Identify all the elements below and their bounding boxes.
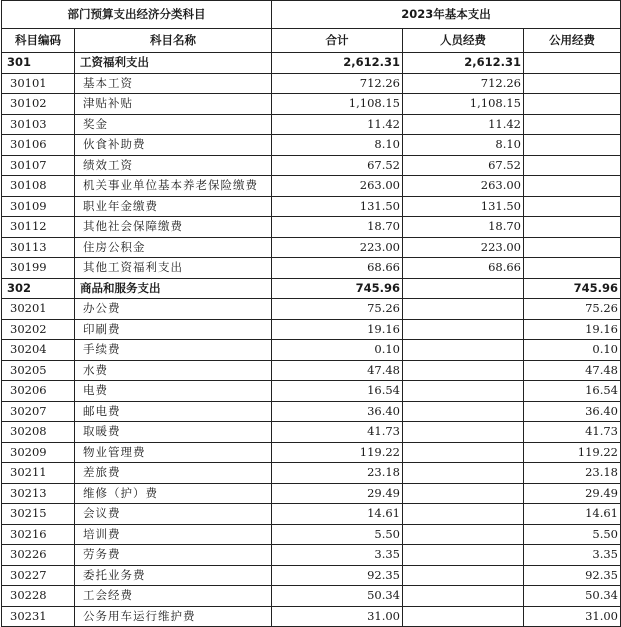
cell-public: 29.49 [524,483,621,504]
cell-total: 2,612.31 [272,53,403,74]
cell-total: 23.18 [272,463,403,484]
cell-public: 41.73 [524,422,621,443]
cell-public: 92.35 [524,565,621,586]
cell-total: 18.70 [272,217,403,238]
table-row [2,155,621,176]
cell-code: 30103 [2,114,75,135]
cell-code: 30207 [2,401,75,422]
cell-code: 30108 [2,176,75,197]
cell-public [524,237,621,258]
cell-name: 劳务费 [75,545,272,566]
cell-personnel [403,463,524,484]
cell-name: 培训费 [75,524,272,545]
cell-name: 工会经费 [75,586,272,607]
cell-code: 30215 [2,504,75,525]
cell-total: 8.10 [272,135,403,156]
cell-personnel [403,524,524,545]
cell-code: 30208 [2,422,75,443]
cell-total: 131.50 [272,196,403,217]
cell-name: 商品和服务支出 [75,278,272,299]
table-row [2,135,621,156]
column-header-code: 科目编码 [2,29,75,53]
table-row [2,422,621,443]
table-row [2,299,621,320]
cell-total: 223.00 [272,237,403,258]
table-body [2,53,621,627]
cell-code: 30226 [2,545,75,566]
cell-name: 津贴补贴 [75,94,272,115]
table-row [2,73,621,94]
cell-code: 30213 [2,483,75,504]
cell-total: 67.52 [272,155,403,176]
table-row [2,196,621,217]
cell-code: 30199 [2,258,75,279]
table-row [2,545,621,566]
cell-public [524,73,621,94]
cell-personnel [403,401,524,422]
cell-name: 委托业务费 [75,565,272,586]
table-row [2,360,621,381]
cell-personnel: 1,108.15 [403,94,524,115]
cell-public: 47.48 [524,360,621,381]
cell-name: 会议费 [75,504,272,525]
cell-code: 30206 [2,381,75,402]
cell-personnel: 67.52 [403,155,524,176]
column-header-public: 公用经费 [524,29,621,53]
cell-code: 301 [2,53,75,74]
table-row [2,217,621,238]
cell-total: 47.48 [272,360,403,381]
cell-public: 19.16 [524,319,621,340]
cell-code: 30205 [2,360,75,381]
cell-total: 5.50 [272,524,403,545]
cell-public: 31.00 [524,606,621,627]
cell-personnel: 68.66 [403,258,524,279]
cell-total: 3.35 [272,545,403,566]
cell-public: 745.96 [524,278,621,299]
cell-code: 30227 [2,565,75,586]
cell-code: 30228 [2,586,75,607]
cell-code: 30201 [2,299,75,320]
cell-total: 0.10 [272,340,403,361]
cell-name: 住房公积金 [75,237,272,258]
cell-personnel: 18.70 [403,217,524,238]
cell-code: 30216 [2,524,75,545]
cell-code: 30101 [2,73,75,94]
header-row-columns [2,29,621,53]
cell-code: 30109 [2,196,75,217]
cell-name: 机关事业单位基本养老保险缴费 [75,176,272,197]
category-row [2,278,621,299]
cell-total: 14.61 [272,504,403,525]
cell-code: 30231 [2,606,75,627]
cell-personnel: 712.26 [403,73,524,94]
cell-code: 30113 [2,237,75,258]
cell-name: 印刷费 [75,319,272,340]
cell-code: 30202 [2,319,75,340]
cell-public [524,217,621,238]
cell-name: 公务用车运行维护费 [75,606,272,627]
table-row [2,237,621,258]
cell-personnel [403,483,524,504]
cell-total: 16.54 [272,381,403,402]
section-title-classification: 部门预算支出经济分类科目 [2,1,272,29]
table-row [2,565,621,586]
cell-personnel [403,422,524,443]
cell-public: 50.34 [524,586,621,607]
cell-public [524,114,621,135]
cell-public [524,196,621,217]
cell-name: 手续费 [75,340,272,361]
cell-personnel [403,381,524,402]
cell-personnel [403,545,524,566]
table-row [2,94,621,115]
cell-name: 水费 [75,360,272,381]
cell-public [524,94,621,115]
cell-code: 30102 [2,94,75,115]
table-row [2,401,621,422]
table-row [2,319,621,340]
cell-name: 其他社会保障缴费 [75,217,272,238]
cell-personnel: 11.42 [403,114,524,135]
cell-code: 30209 [2,442,75,463]
cell-public: 119.22 [524,442,621,463]
table-row [2,381,621,402]
cell-total: 50.34 [272,586,403,607]
cell-personnel [403,504,524,525]
cell-public: 0.10 [524,340,621,361]
cell-code: 30107 [2,155,75,176]
cell-personnel [403,319,524,340]
cell-personnel [403,278,524,299]
cell-personnel [403,442,524,463]
cell-personnel [403,299,524,320]
cell-name: 奖金 [75,114,272,135]
table-row [2,114,621,135]
cell-total: 92.35 [272,565,403,586]
table-row [2,586,621,607]
cell-name: 基本工资 [75,73,272,94]
cell-total: 75.26 [272,299,403,320]
table-row [2,524,621,545]
budget-table [1,0,621,627]
cell-public: 36.40 [524,401,621,422]
cell-personnel: 2,612.31 [403,53,524,74]
table-row [2,463,621,484]
cell-personnel: 8.10 [403,135,524,156]
cell-name: 绩效工资 [75,155,272,176]
cell-name: 伙食补助费 [75,135,272,156]
cell-name: 工资福利支出 [75,53,272,74]
cell-code: 30112 [2,217,75,238]
table-row [2,176,621,197]
cell-public [524,258,621,279]
cell-public: 23.18 [524,463,621,484]
cell-public [524,155,621,176]
table-row [2,340,621,361]
cell-name: 邮电费 [75,401,272,422]
cell-personnel [403,565,524,586]
cell-name: 电费 [75,381,272,402]
cell-public [524,53,621,74]
cell-name: 物业管理费 [75,442,272,463]
cell-name: 取暖费 [75,422,272,443]
cell-personnel [403,606,524,627]
header-row-top [2,1,621,29]
cell-total: 41.73 [272,422,403,443]
cell-personnel: 263.00 [403,176,524,197]
table-row [2,606,621,627]
cell-total: 31.00 [272,606,403,627]
cell-public: 16.54 [524,381,621,402]
cell-code: 302 [2,278,75,299]
cell-personnel: 223.00 [403,237,524,258]
cell-name: 其他工资福利支出 [75,258,272,279]
cell-total: 11.42 [272,114,403,135]
cell-total: 29.49 [272,483,403,504]
cell-personnel: 131.50 [403,196,524,217]
cell-public: 5.50 [524,524,621,545]
cell-public [524,135,621,156]
column-header-total: 合计 [272,29,403,53]
cell-total: 263.00 [272,176,403,197]
cell-total: 68.66 [272,258,403,279]
table-row [2,504,621,525]
cell-total: 1,108.15 [272,94,403,115]
cell-public: 75.26 [524,299,621,320]
cell-name: 差旅费 [75,463,272,484]
section-title-2023-basic-expenditure: 2023年基本支出 [272,1,621,29]
cell-code: 30106 [2,135,75,156]
cell-total: 119.22 [272,442,403,463]
cell-total: 19.16 [272,319,403,340]
cell-total: 745.96 [272,278,403,299]
column-header-name: 科目名称 [75,29,272,53]
cell-name: 维修（护）费 [75,483,272,504]
cell-code: 30211 [2,463,75,484]
category-row [2,53,621,74]
column-header-personnel: 人员经费 [403,29,524,53]
cell-code: 30204 [2,340,75,361]
cell-total: 36.40 [272,401,403,422]
cell-public: 3.35 [524,545,621,566]
cell-personnel [403,340,524,361]
cell-public: 14.61 [524,504,621,525]
table-row [2,483,621,504]
cell-name: 职业年金缴费 [75,196,272,217]
cell-total: 712.26 [272,73,403,94]
cell-name: 办公费 [75,299,272,320]
cell-personnel [403,360,524,381]
cell-public [524,176,621,197]
cell-personnel [403,586,524,607]
table-row [2,258,621,279]
table-row [2,442,621,463]
